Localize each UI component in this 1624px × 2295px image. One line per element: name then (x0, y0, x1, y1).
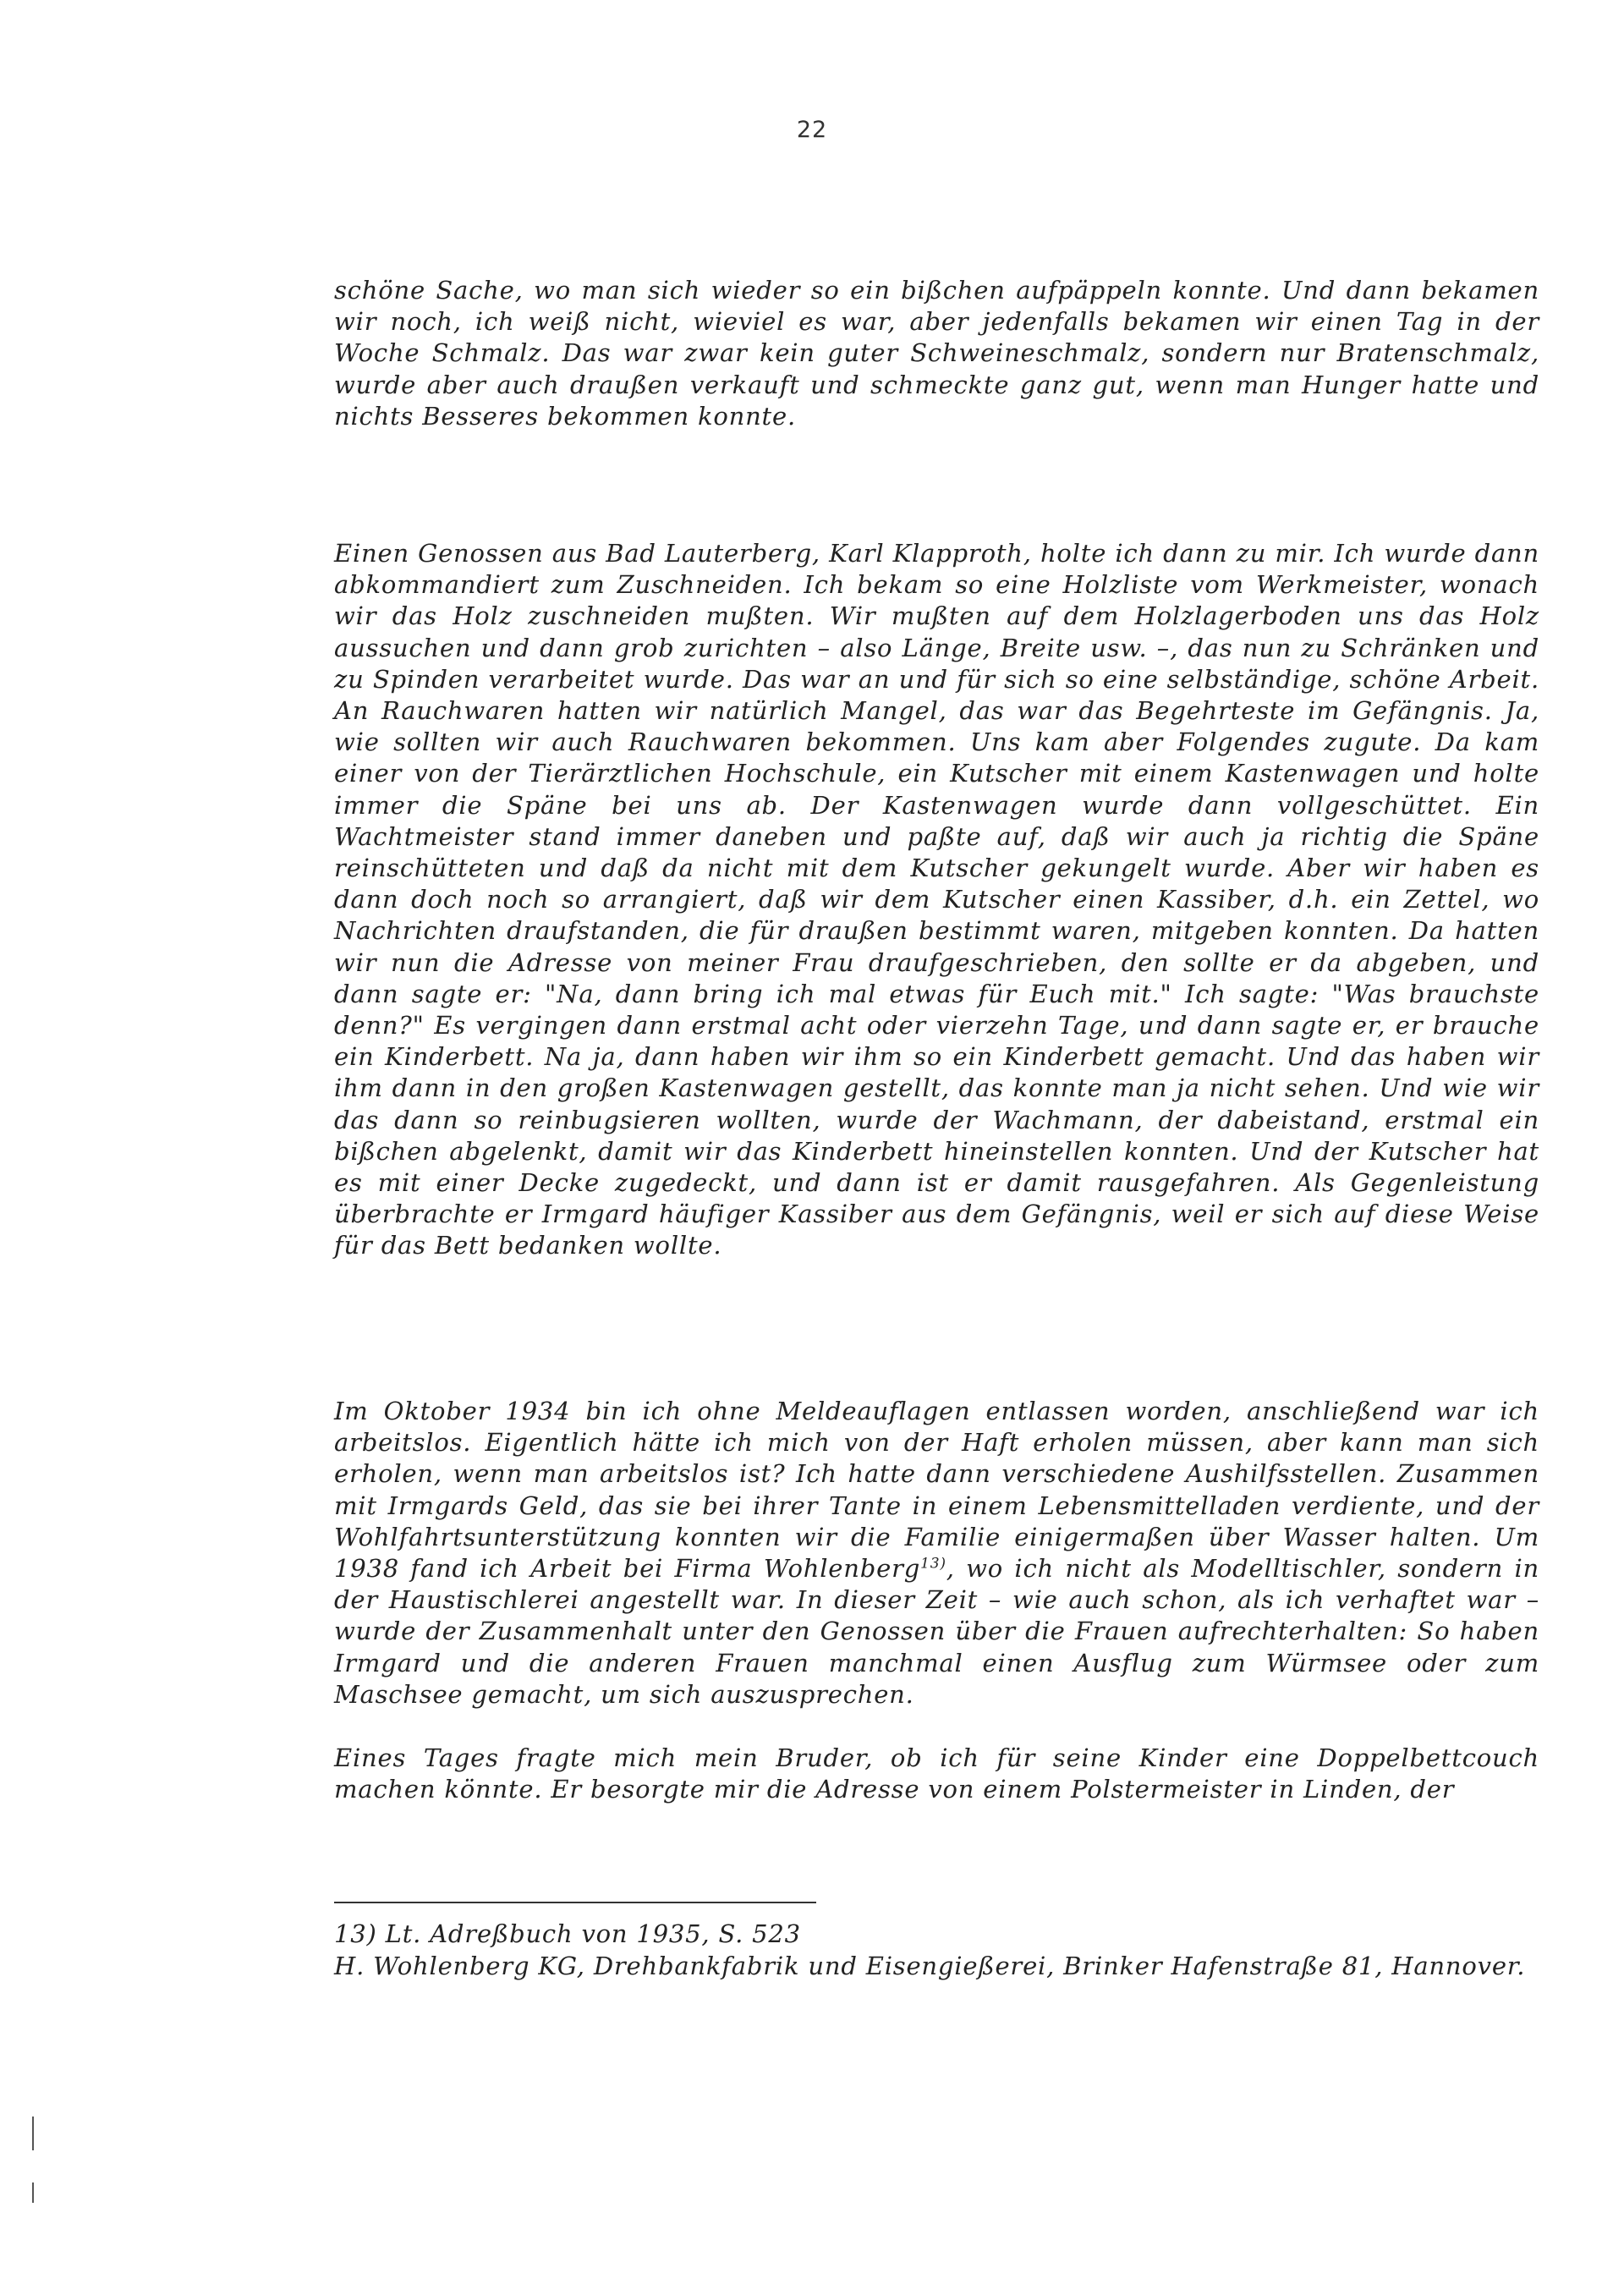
paragraph-3-continuation: , wo ich nicht als Modelltischler, sondern in der Haustischlerei angestellt war. In dieser Zeit – wie auch schon, als ich verhaftet war – wurde der Zusammenhalt unter den Genossen über die Frauen aufrechterhalten: So haben Irmgard und die anderen Frauen manchmal einen Ausflug zum Würmsee oder zum Maschsee gemacht, um sich auszusprechen. (334, 1554, 1540, 1709)
margin-mark-upper (32, 2117, 34, 2150)
paragraph-3-text: Im Oktober 1934 bin ich ohne Meldeauflagen entlassen worden, anschließend war ich arbeitslos. Eigentlich hätte ich mich von der Haft erholen müssen, aber kann man sich erholen, wenn man arbeitslos ist? Ich hatte dann verschiedene Aushilfsstellen. Zusammen mit Irmgards Geld, das sie bei ihrer Tante in einem Lebensmittelladen verdiente, und der Wohlfahrtsunterstützung konnten wir die Familie einigermaßen über Wasser halten. Um 1938 fand ich Arbeit bei Firma Wohlenberg (334, 1397, 1539, 1584)
footnote-13: 13) Lt. Adreßbuch von 1935, S. 523 (334, 1919, 801, 1948)
margin-mark-lower (32, 2182, 34, 2203)
footnote-separator (334, 1902, 816, 1903)
paragraph-1: schöne Sache, wo man sich wieder so ein bißchen aufpäppeln konnte. Und dann bekamen wir noch, ich weiß nicht, wieviel es war, aber jedenfalls bekamen wir einen Tag in der Woche Schmalz. Das war zwar kein guter Schweineschmalz, sondern nur Bratenschmalz, wurde aber auch draußen verkauft und schmeckte ganz gut, wenn man Hunger hatte und nichts Besseres bekommen konnte. (334, 276, 1539, 431)
paragraph-2: Einen Genossen aus Bad Lauterberg, Karl Klapproth, holte ich dann zu mir. Ich wurde dann abkommandiert zum Zuschneiden. Ich bekam so eine Holzliste vom Werkmeister, wonach wir das Holz zuschneiden mußten. Wir mußten auf dem Holzlagerboden uns das Holz aussuchen und dann grob zurichten – also Länge, Breite usw. –, das nun zu Schränken und zu Spinden verarbeitet wurde. Das war an und für sich so eine selbständige, schöne Arbeit. An Rauchwaren hatten wir natürlich Mangel, das war das Begehrteste im Gefängnis. Ja, wie sollten wir auch Rauchwaren bekommen. Uns kam aber Folgendes zugute. Da kam einer von der Tierärztlichen Hochschule, ein Kutscher mit einem Kastenwagen und holte immer die Späne bei uns ab. Der Kastenwagen wurde dann vollgeschüttet. Ein Wachtmeister stand immer daneben und paßte auf, daß wir auch ja richtig die Späne reinschütteten und daß da nicht mit dem Kutscher gekungelt wurde. Aber wir haben es dann doch noch so arrangiert, daß wir dem Kutscher einen Kassiber, d.h. ein Zettel, wo Nachrichten draufstanden, die für draußen bestimmt waren, mitgeben konnten. Da hatten wir nun die Adresse von meiner Frau draufgeschrieben, den sollte er da abgeben, und dann sagte er: "Na, dann bring ich mal etwas für Euch mit." Ich sagte: "Was brauchste denn?" Es vergingen dann erstmal acht oder vierzehn Tage, und dann sagte er, er brauche ein Kinderbett. Na ja, dann haben wir ihm so ein Kinderbett gemacht. Und das haben wir ihm dann in den großen Kastenwagen gestellt, das konnte man ja nicht sehen. Und wie wir das dann so reinbugsieren wollten, wurde der Wachmann, der dabeistand, erstmal ein bißchen abgelenkt, damit wir das Kinderbett hineinstellen konnten. Und der Kutscher hat es mit einer Decke zugedeckt, und dann ist er damit rausgefahren. Als Gegenleistung überbrachte er Irmgard häufiger Kassiber aus dem Gefängnis, weil er sich auf diese Weise für das Bett bedanken wollte. (334, 539, 1539, 1260)
page-number: 22 (796, 117, 828, 143)
footnote-13-detail: H. Wohlenberg KG, Drehbankfabrik und Eisengießerei, Brinker Hafenstraße 81, Hannover. (334, 1952, 1526, 1980)
paragraph-4: Eines Tages fragte mich mein Bruder, ob ich für seine Kinder eine Doppelbettcouch machen könnte. Er besorgte mir die Adresse von einem Polstermeister in Linden, der (334, 1743, 1539, 1804)
footnote-reference: 13) (920, 1555, 946, 1573)
paragraph-3 (334, 1396, 1539, 1710)
